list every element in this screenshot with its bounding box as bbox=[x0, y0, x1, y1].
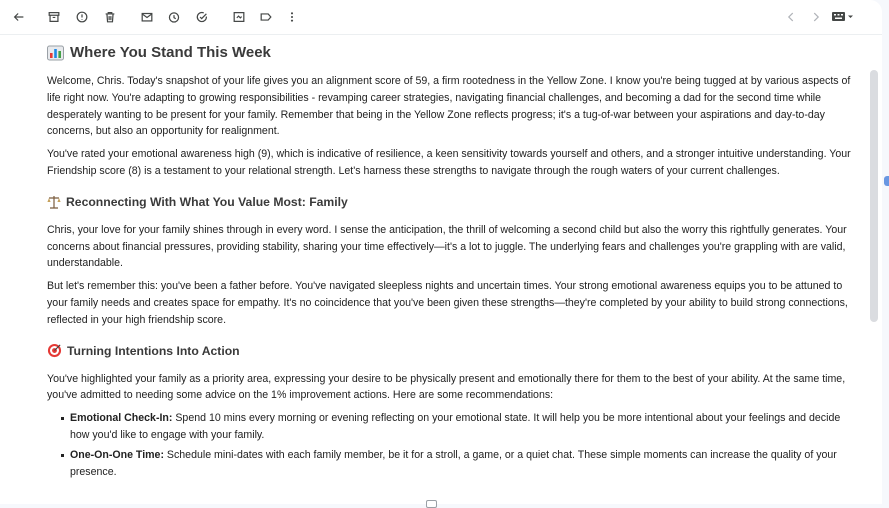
prev-icon[interactable] bbox=[779, 5, 803, 29]
section-heading-family bbox=[47, 194, 855, 210]
bar-chart-icon bbox=[47, 45, 64, 61]
keyboard-icon[interactable] bbox=[832, 9, 854, 25]
section-heading-action bbox=[47, 343, 855, 359]
section-heading-text: Turning Intentions Into Action bbox=[67, 343, 240, 358]
balance-scale-icon bbox=[47, 194, 61, 210]
intro-paragraph-1: Welcome, Chris. Today's snapshot of your life gives you an alignment score of 59, a firm rootedness in the Yellow Zone. I know you're being tugged at by various aspects of life right now. You're adapting to growing responsibilities - revamping career strategies, navigating financial challenges, and becoming a dad for the second time while desperately wanting to be present for your family. Remember that being in the Yellow Zone reflects progress; it's a tug-of-war between your aspirations and day-to-day concerns, but also an opportunity for realignment. bbox=[47, 75, 851, 138]
next-icon[interactable] bbox=[804, 5, 828, 29]
back-arrow-icon[interactable] bbox=[7, 5, 31, 29]
side-panel-rail bbox=[882, 0, 889, 504]
delete-icon[interactable] bbox=[98, 5, 122, 29]
list-item bbox=[61, 410, 855, 444]
message-toolbar bbox=[0, 0, 882, 35]
scrollbar-thumb[interactable] bbox=[870, 70, 878, 322]
mark-unread-icon[interactable] bbox=[135, 5, 159, 29]
family-paragraph-1: Chris, your love for your family shines through in every word. I sense the anticipation, the thrill of welcoming a second child but also the worry this rightfully generates. Your concerns about financial pressures, providing stability, sharing your time effectively—it's a lot to juggle. The underlying fears and challenges you're grappling with are valid, understandable. bbox=[47, 223, 847, 270]
side-panel-toggle[interactable] bbox=[884, 176, 889, 186]
title-text: Where You Stand This Week bbox=[70, 44, 271, 61]
section-heading-text: Reconnecting With What You Value Most: Family bbox=[66, 194, 348, 209]
label-icon[interactable] bbox=[254, 5, 278, 29]
recommendation-text: Schedule mini-dates with each family member, be it for a stroll, a game, or a quiet chat. These simple moments can increase the quality of your presence. bbox=[70, 448, 837, 478]
bottom-expand-handle[interactable] bbox=[426, 500, 437, 508]
family-paragraph-2: But let's remember this: you've been a father before. You've navigated sleepless nights and uncertain times. Your strong emotional awareness equips you to be attuned to your family needs and creates space for empathy. It's no coincidence that you've been given these strengths—they're completed by your ability to build strong connections, reflected in your high friendship score. bbox=[47, 280, 848, 326]
email-title bbox=[47, 40, 855, 66]
archive-icon[interactable] bbox=[42, 5, 66, 29]
recommendation-label: One-On-One Time: bbox=[70, 448, 164, 461]
action-paragraph: You've highlighted your family as a priority area, expressing your desire to be physically present and emotionally there for them to the best of your ability. At the same time, you've admitted to needing some advice on the 1% improvement actions. Here are some recommendations: bbox=[47, 372, 846, 402]
recommendation-label: Emotional Check-In: bbox=[70, 412, 173, 425]
intro-paragraph-2: You've rated your emotional awareness high (9), which is indicative of resilience, a keen sensitivity towards yourself and others, and a stronger intuitive understanding. Your Friendship score (8) is a testament to your relational strength. Let's harness these strengths to navigate through the rough waters of your current challenges. bbox=[47, 148, 851, 177]
recommendation-text: Spend 10 mins every morning or evening reflecting on your emotional state. It will help you be more intentional about your feelings and decide how you'd like to engage with your family. bbox=[70, 412, 841, 441]
target-icon bbox=[47, 343, 62, 359]
more-vert-icon[interactable] bbox=[280, 5, 304, 29]
list-item bbox=[61, 447, 855, 481]
email-body bbox=[47, 40, 855, 480]
report-spam-icon[interactable] bbox=[70, 5, 94, 29]
snooze-icon[interactable] bbox=[162, 5, 186, 29]
move-to-icon[interactable] bbox=[227, 5, 251, 29]
recommendation-list bbox=[47, 410, 855, 480]
add-task-icon[interactable] bbox=[190, 5, 214, 29]
